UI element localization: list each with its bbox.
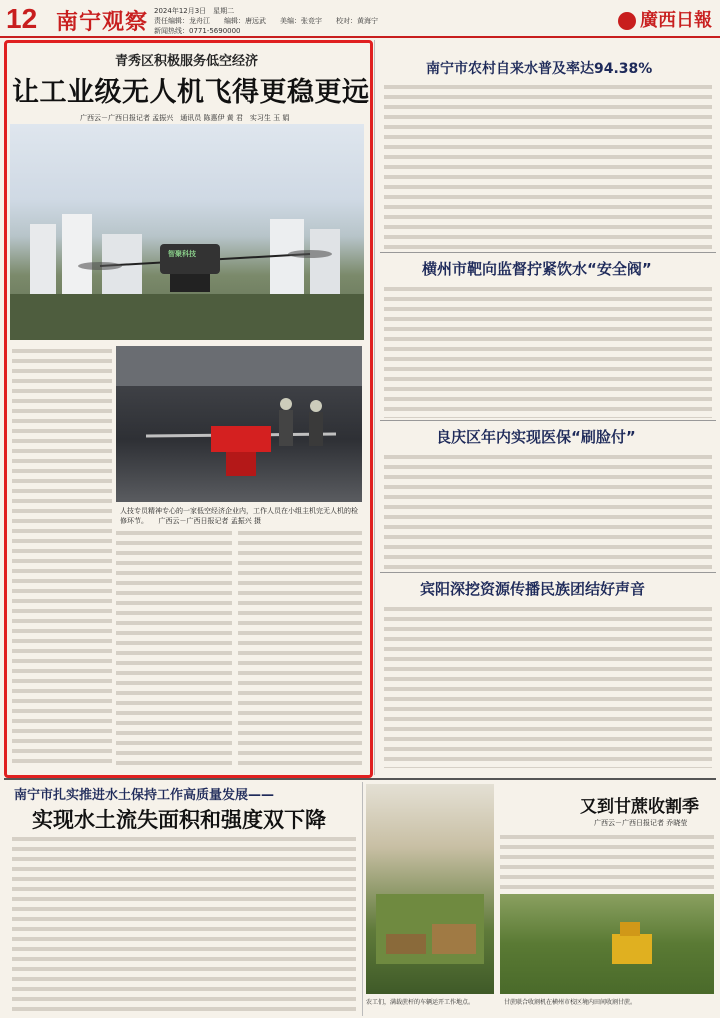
logo-icon (618, 12, 636, 30)
column-divider (374, 40, 375, 775)
harvester-photo (500, 894, 714, 994)
story-3-body (384, 452, 712, 570)
newspaper-logo (618, 6, 712, 32)
date-line: 2024年12月3日 星期二 (154, 7, 235, 15)
editor-line: 责任编辑：龙舟江 编辑：唐远武 美编：张竞宇 校对：黄海宁 (154, 17, 378, 25)
sugar-caption-right: 甘蔗联合收割机在横州市校区境内田间收割甘蔗。 (504, 999, 637, 1006)
sugar-headline: 又到甘蔗收割季 (580, 797, 699, 817)
lead-body-mid (116, 528, 232, 766)
story-3-title: 良庆区年内实现医保“刷脸付” (436, 428, 636, 446)
page-header (0, 0, 720, 38)
lead-photo-caption: 人技专员精神专心的一家低空经济企业内，工作人员在小组主机完无人机的检修环节。 广西云－广西日报记者 孟振兴 摄 (120, 507, 358, 525)
workshop-photo (116, 346, 362, 502)
divider (380, 420, 716, 421)
logo-text: 廣西日報 (640, 10, 712, 31)
story-4-title: 宾阳深挖资源传播民族团结好声音 (420, 580, 646, 598)
soil-headline: 实现水土流失面积和强度双下降 (32, 808, 326, 832)
story-2-title: 横州市靶向监督拧紧饮水“安全阀” (422, 260, 652, 278)
story-4-body (384, 604, 712, 768)
lead-byline: 广西云－广西日报记者 孟振兴 通讯员 陈惠伊 黄 君 实习生 玉 娟 (80, 114, 290, 122)
story-2-body (384, 284, 712, 418)
section-divider (4, 778, 716, 780)
story-1-body (384, 82, 712, 250)
drone-photo (10, 124, 364, 340)
soil-body (12, 834, 356, 1014)
phone-line: 新闻热线：0771-5690000 (154, 27, 241, 35)
sugar-body (500, 832, 714, 890)
lead-headline: 让工业级无人机飞得更稳更远 (12, 77, 370, 108)
column-divider (362, 782, 363, 1016)
divider (380, 252, 716, 253)
sugar-caption-left: 农工们，满载蔗杆的车辆运开工作地点。 (366, 999, 475, 1006)
lead-kicker: 青秀区积极服务低空经济 (114, 54, 258, 69)
section-title: 南宁观察 (56, 10, 149, 35)
lead-body-left (12, 346, 112, 766)
drone-brand-label: 智聚科技 (168, 250, 196, 258)
lead-body-right (238, 528, 362, 766)
divider (380, 572, 716, 573)
soil-kicker: 南宁市扎实推进水土保持工作高质量发展—— (14, 788, 275, 803)
sugar-byline: 广西云－广西日报记者 乔晓莹 (594, 819, 688, 827)
page-number: 12 (6, 3, 38, 34)
story-1-title: 南宁市农村自来水普及率达94.38% (426, 61, 653, 77)
sugarcane-truck-photo (366, 784, 494, 994)
